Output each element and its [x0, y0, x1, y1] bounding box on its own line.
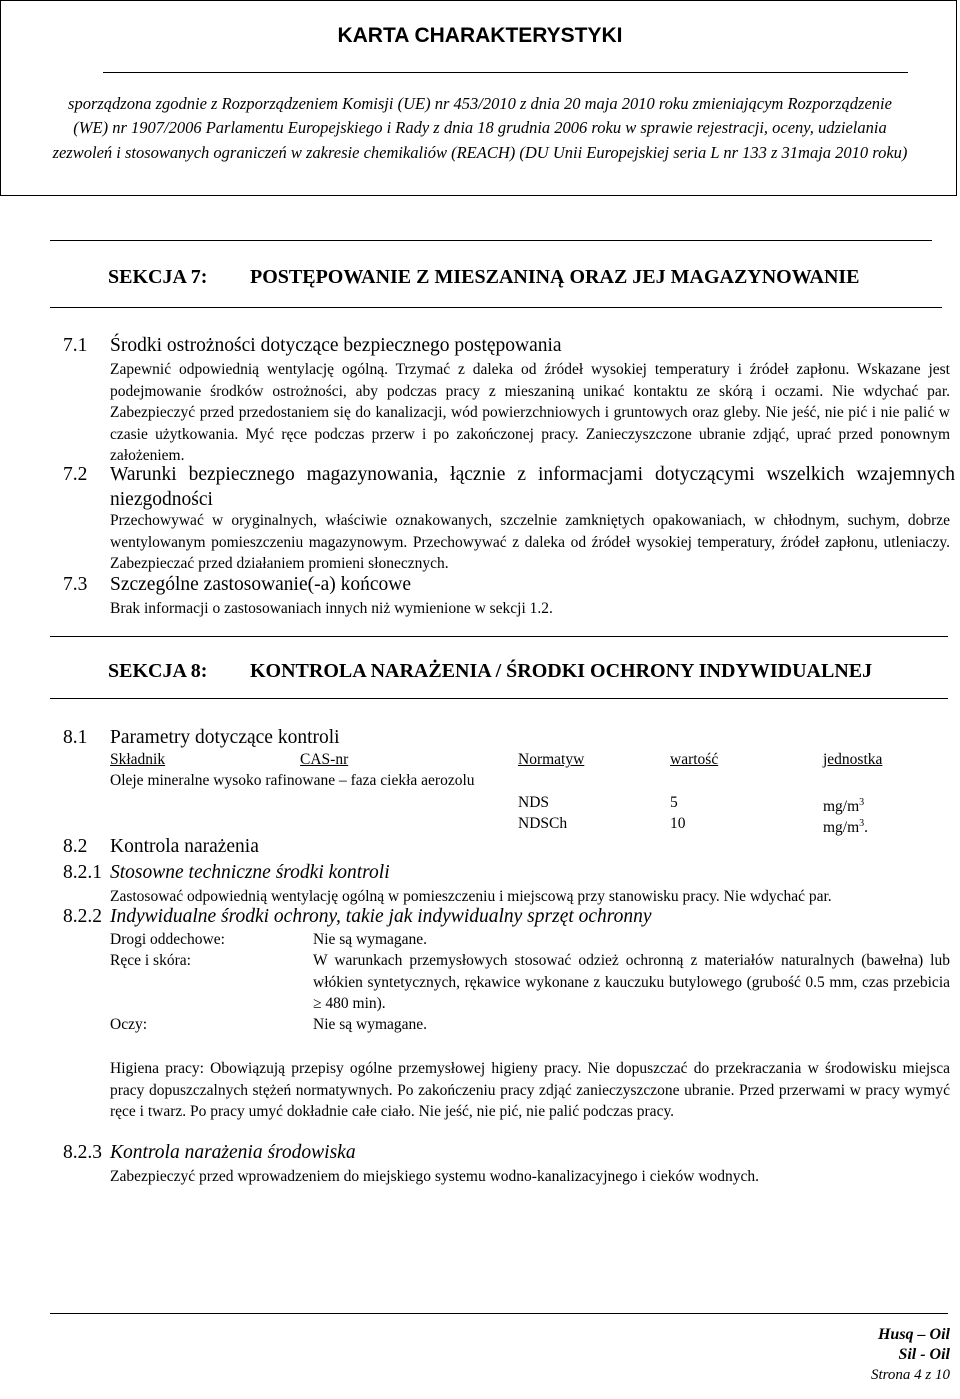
- table-cell-norm: NDSCh: [518, 815, 568, 832]
- subsection-7-1-title: Środki ostrożności dotyczące bezpiecznego postępowania: [110, 335, 562, 356]
- subsection-8-2-3-title: Kontrola narażenia środowiska: [110, 1142, 356, 1163]
- section-7-label: SEKCJA 7:: [108, 266, 208, 288]
- subsection-8-2-1-text: Zastosować odpowiednią wentylację ogólną w pomieszczeniu i miejscową przy stanowisku pracy. Nie wdychać par.: [110, 888, 832, 905]
- divider: [50, 307, 942, 308]
- subsection-8-2-title: Kontrola narażenia: [110, 836, 259, 857]
- protection-text: Nie są wymagane.: [313, 931, 428, 948]
- subsection-7-1-number: 7.1: [63, 335, 88, 356]
- document-subtitle: sporządzona zgodnie z Rozporządzeniem Komisji (UE) nr 453/2010 z dnia 20 maja 2010 roku zmieniającym Rozporządzenie (WE) nr 1907/2006 Parlamentu Europejskiego i Rady z dnia 18 grudnia 2006 roku w sprawie rejestracji, oceny, udzielania zezwoleń i stosowanych ograniczeń w zakresie chemikaliów (REACH) (DU Unii Europejskiej seria L nr 133 z 31maja 2010 roku): [52, 94, 908, 162]
- footer-product-1: Husq – Oil: [877, 1326, 950, 1343]
- document-title: KARTA CHARAKTERYSTYKI: [337, 24, 623, 47]
- protection-label: Drogi oddechowe:: [110, 931, 225, 948]
- protection-label: Oczy:: [110, 1016, 148, 1033]
- subsection-7-3-title: Szczególne zastosowanie(-a) końcowe: [110, 574, 412, 595]
- table-cell-value: 10: [670, 815, 686, 832]
- protection-text: Nie są wymagane.: [313, 1016, 428, 1033]
- table-header-component: Składnik: [110, 751, 166, 768]
- subsection-8-1-number: 8.1: [63, 727, 88, 748]
- table-header-cas: CAS-nr: [300, 751, 349, 768]
- table-cell-norm: NDS: [518, 794, 550, 811]
- table-header-unit: jednostka: [823, 751, 883, 768]
- table-cell-value: 5: [670, 794, 678, 811]
- table-component-name: Oleje mineralne wysoko rafinowane – faza ciekła aerozolu: [110, 772, 475, 789]
- divider: [50, 636, 948, 637]
- section-7-title: POSTĘPOWANIE Z MIESZANINĄ ORAZ JEJ MAGAZYNOWANIE: [250, 266, 860, 288]
- title-underline: [103, 72, 908, 73]
- subsection-8-2-1-title: Stosowne techniczne środki kontroli: [110, 862, 390, 883]
- unit-text: mg/m: [823, 798, 860, 816]
- divider: [50, 698, 948, 699]
- subsection-7-3-text: Brak informacji o zastosowaniach innych niż wymienione w sekcji 1.2.: [110, 600, 553, 617]
- footer-product-2: Sil - Oil: [898, 1346, 950, 1363]
- subsection-8-2-number: 8.2: [63, 836, 88, 857]
- protection-text: W warunkach przemysłowych stosować odzież ochronną z materiałów naturalnych (bawełna) lub włókien syntetycznych, rękawice wykonane z kauczuku butylowego (grubość 0.5 mm, czas przebicia ≥ 480 min).: [313, 952, 950, 1013]
- subsection-7-3-number: 7.3: [63, 574, 88, 595]
- hygiene-text: Higiena pracy: Obowiązują przepisy ogólne przemysłowej higieny pracy. Nie dopuszczać do przekraczania w środowisku miejsca pracy dopuszczalnych stężeń normatywnych. Po zakończeniu pracy zdjąć zanieczyszczone ubranie. Przed przerwami w pracy wymyć ręce i twarz. Po pracy umyć dokładnie całe ciało. Nie jeść, nie pić, nie palić podczas pracy.: [110, 1060, 950, 1121]
- protection-label: Ręce i skóra:: [110, 952, 191, 969]
- table-header-value: wartość: [670, 751, 719, 768]
- subsection-8-2-3-text: Zabezpieczyć przed wprowadzeniem do miejskiego systemu wodno-kanalizacyjnego i cieków wodnych.: [110, 1168, 760, 1185]
- subsection-8-2-1-number: 8.2.1: [63, 862, 102, 883]
- unit-text: mg/m: [823, 819, 860, 837]
- unit-superscript: 3: [859, 797, 865, 808]
- subsection-7-2-title: Warunki bezpiecznego magazynowania, łącznie z informacjami dotyczącymi wszelkich wzajemnych niezgodności: [110, 464, 955, 510]
- subsection-8-2-2-title: Indywidualne środki ochrony, takie jak indywidualny sprzęt ochronny: [110, 906, 652, 927]
- table-header-norm: Normatyw: [518, 751, 585, 768]
- subsection-8-1-title: Parametry dotyczące kontroli: [110, 727, 340, 748]
- subsection-7-2-number: 7.2: [63, 464, 88, 485]
- subsection-7-1-text: Zapewnić odpowiednią wentylację ogólną. Trzymać z daleka od źródeł wysokiej temperatury i źródeł zapłonu. Wskazane jest podejmowanie środków ostrożności, aby podczas pracy z mieszaniną unikać kontaktu ze skórą i oczami. Nie wdychać par. Zabezpieczyć przed przedostaniem się do kanalizacji, wód powierzchniowych i gruntowych oraz gleby. Nie jeść, nie pić i nie palić w czasie użytkowania. Myć ręce podczas przerw i po zakończonej pracy. Zanieczyszczone ubranie zdjąć, uprać przed ponownym założeniem.: [110, 361, 950, 465]
- footer-divider: [50, 1313, 948, 1314]
- unit-suffix: .: [864, 819, 869, 837]
- section-8-title: KONTROLA NARAŻENIA / ŚRODKI OCHRONY INDYWIDUALNEJ: [250, 660, 873, 682]
- subsection-8-2-3-number: 8.2.3: [63, 1142, 102, 1163]
- subsection-7-2-text: Przechowywać w oryginalnych, właściwie oznakowanych, szczelnie zamkniętych opakowaniach, w chłodnym, suchym, dobrze wentylowanym pomieszczeniu magazynowym. Przechowywać z daleka od źródeł wysokiej temperatury, źródeł zapłonu, utleniaczy. Zabezpieczać przed działaniem promieni słonecznych.: [110, 512, 950, 573]
- unit-superscript: 3: [859, 818, 865, 829]
- table-cell-unit: [823, 814, 868, 838]
- divider: [50, 240, 932, 241]
- subsection-8-2-2-number: 8.2.2: [63, 906, 102, 927]
- section-8-label: SEKCJA 8:: [108, 660, 208, 682]
- footer-page-number: Strona 4 z 10: [870, 1367, 950, 1383]
